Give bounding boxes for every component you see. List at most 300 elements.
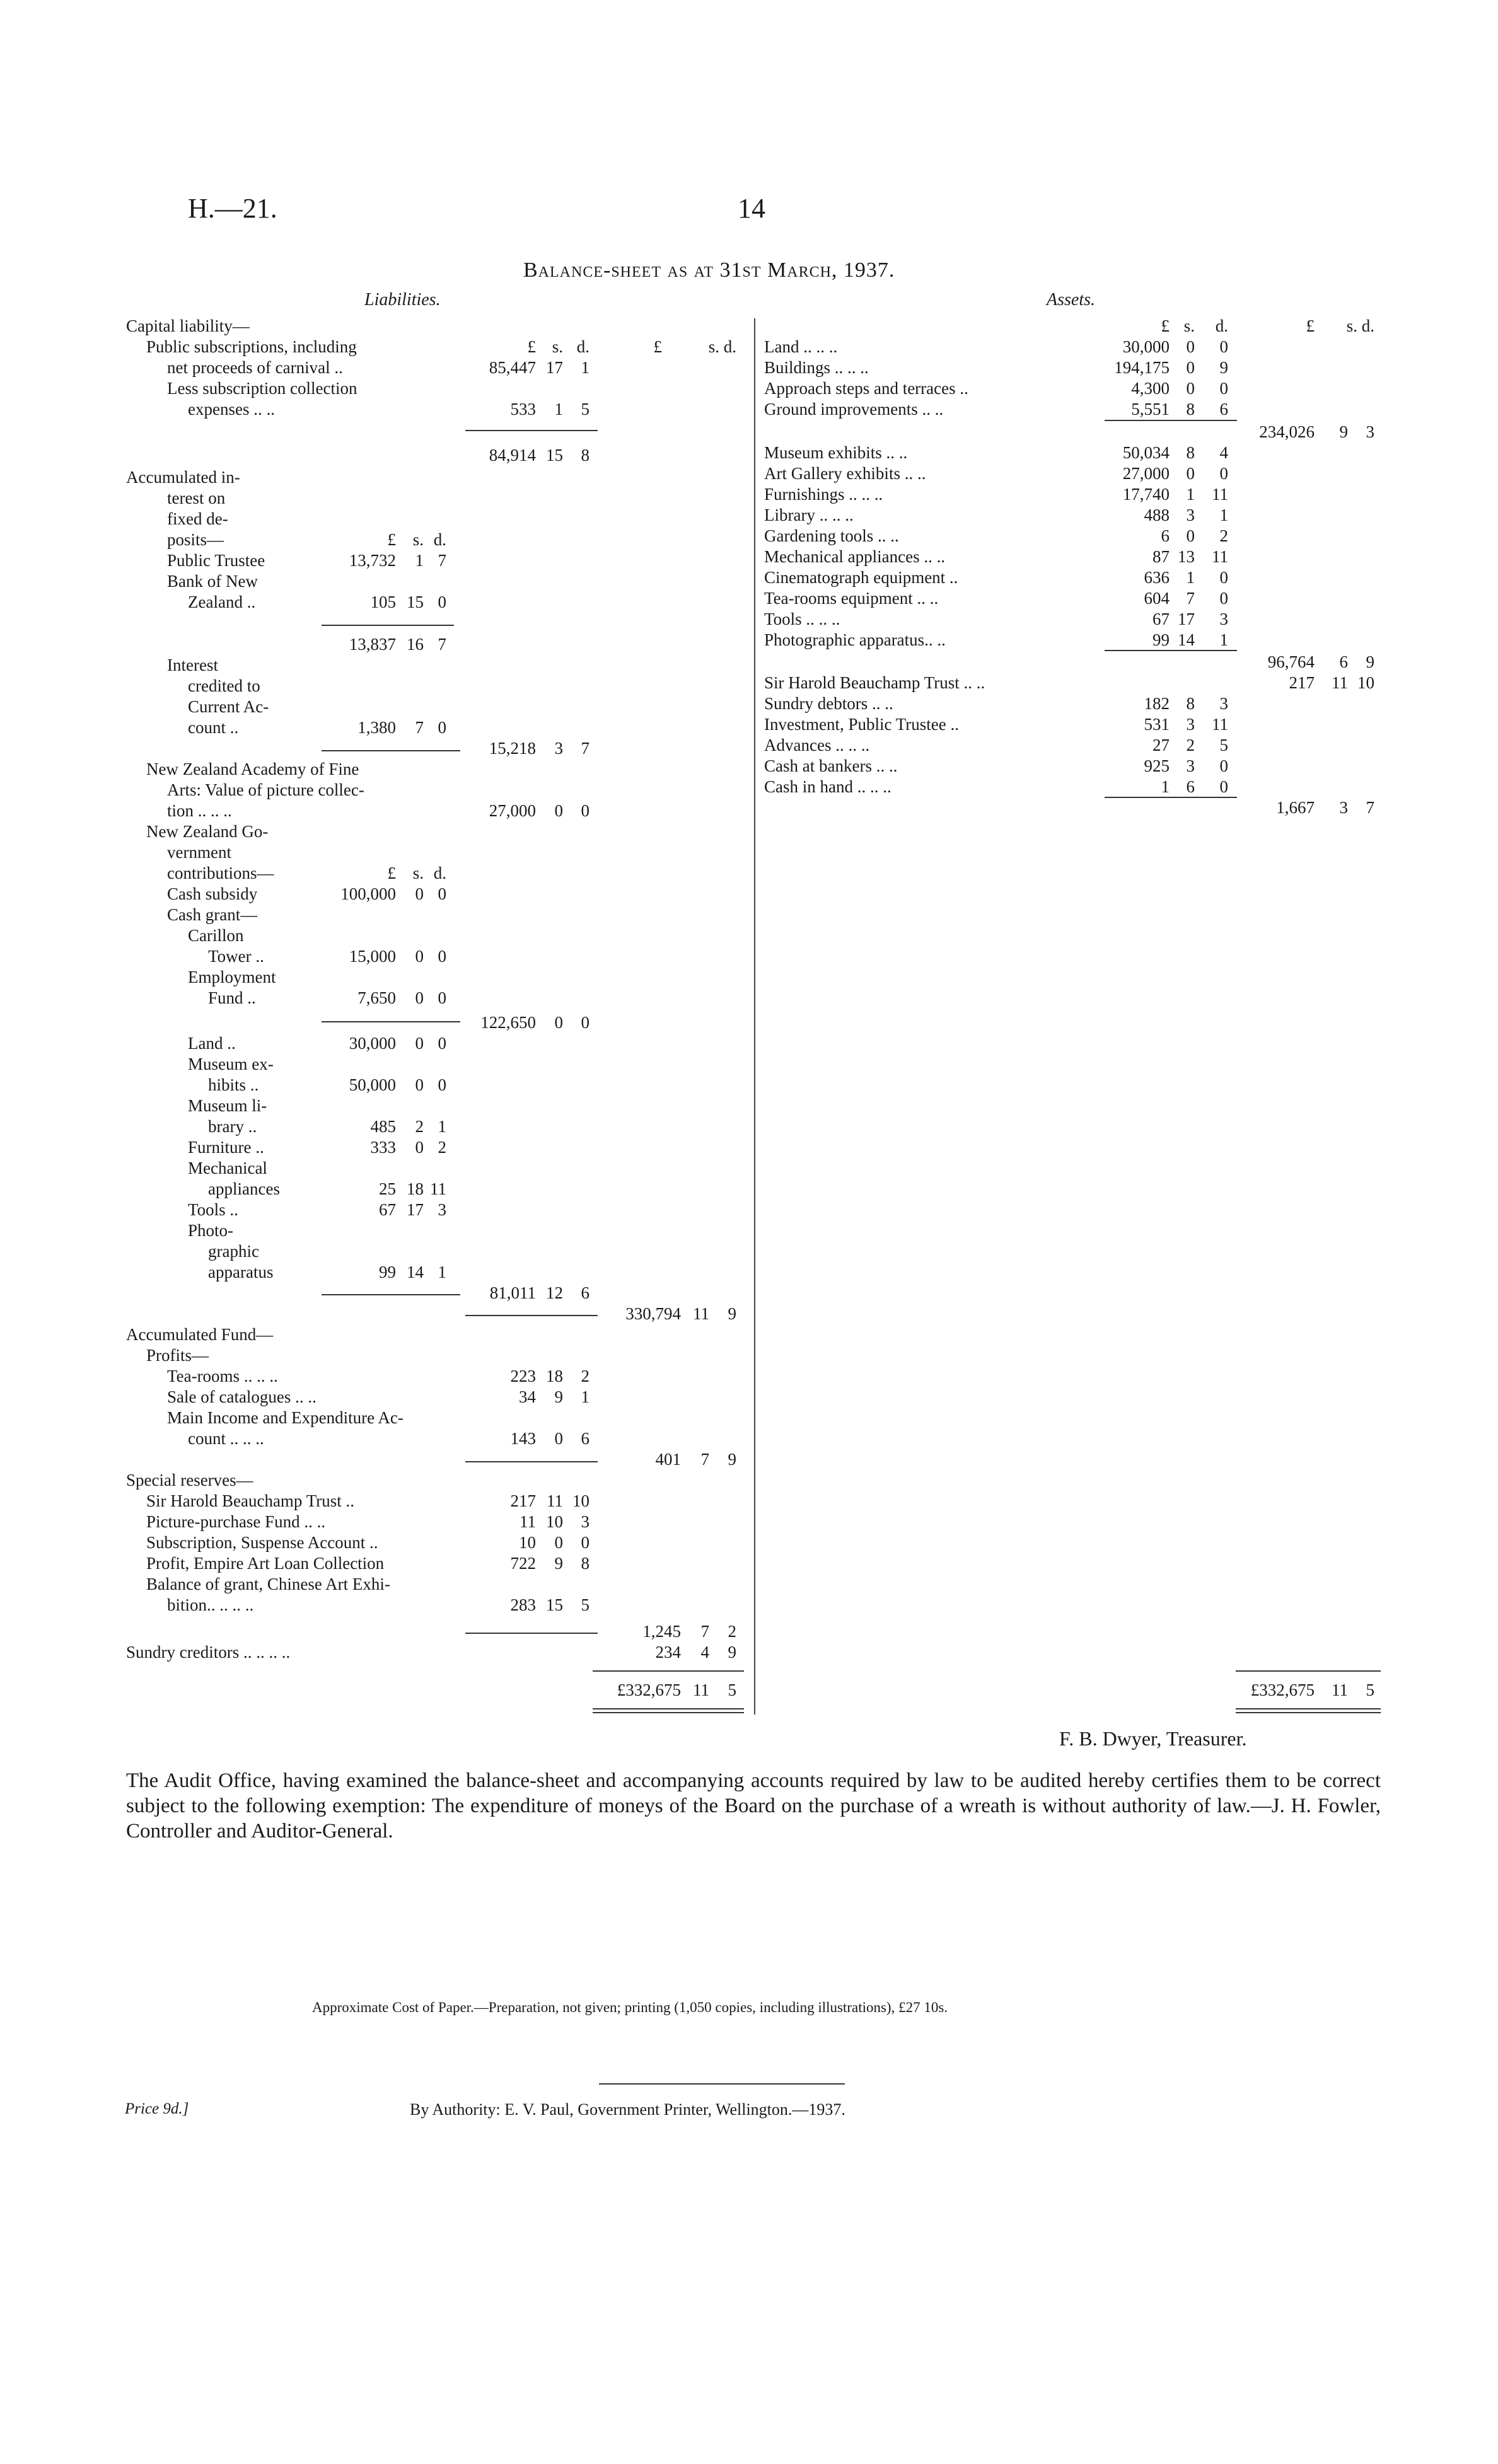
liability-row: [0, 1386, 750, 1408]
liab-total-rule: [593, 1712, 744, 1713]
liab-subtotal-rule: [465, 430, 598, 431]
liability-label: count .. .. ..: [188, 1429, 264, 1448]
liability-amount: 0: [438, 593, 446, 611]
liability-row: [0, 1449, 750, 1470]
liab-subtotal-rule: [322, 750, 460, 751]
liability-row: [0, 1220, 750, 1241]
liability-amount: 11: [693, 1680, 709, 1699]
liability-amount: 0: [438, 1034, 446, 1053]
asset-amount: 7: [1366, 798, 1374, 817]
asset-amount: 9: [1366, 652, 1374, 671]
liability-amount: 7: [700, 1622, 709, 1641]
asset-amount: 0: [1219, 379, 1228, 398]
asset-amount: 3: [1186, 756, 1195, 775]
liability-label: Furniture ..: [188, 1138, 264, 1157]
liability-label: Tea-rooms .. .. ..: [167, 1367, 278, 1385]
liability-amount: 1,380: [357, 718, 396, 737]
liability-label: appliances: [208, 1179, 280, 1198]
liability-amount: 50,000: [349, 1075, 396, 1094]
asset-row: [0, 463, 1387, 484]
asset-row: [0, 421, 1387, 442]
asset-row: [0, 672, 1387, 693]
liability-amount: 85,447: [489, 358, 536, 377]
liability-label: posits—: [167, 530, 224, 549]
asset-amount: 27,000: [1122, 464, 1170, 483]
liability-row: [0, 966, 750, 988]
liab-subtotal-rule: [322, 625, 454, 626]
liability-amount: 6: [581, 1429, 589, 1448]
asset-row: [0, 797, 1387, 818]
liability-label: tion .. .. ..: [167, 801, 232, 820]
liability-amount: 18: [546, 1367, 563, 1385]
asset-amount: 6: [1186, 777, 1195, 796]
liability-label: New Zealand Academy of Fine: [146, 760, 359, 778]
liability-amount: 722: [510, 1554, 536, 1573]
liability-amount: 0: [438, 884, 446, 903]
liability-amount: 1: [438, 1263, 446, 1281]
liability-amount: 122,650: [480, 1013, 536, 1032]
authority-line: By Authority: E. V. Paul, Government Printer, Wellington.—1937.: [410, 2100, 845, 2119]
asset-label: Museum exhibits .. ..: [764, 443, 908, 462]
liability-amount: 0: [415, 884, 424, 903]
liability-amount: 333: [370, 1138, 396, 1157]
asset-amount: 1: [1161, 777, 1170, 796]
liability-amount: 0: [415, 1075, 424, 1094]
liability-amount: 84,914: [489, 446, 536, 465]
liability-row: [0, 1241, 750, 1262]
liability-amount: £: [653, 337, 662, 356]
liability-label: Tower ..: [208, 947, 264, 966]
liability-amount: 15: [546, 1595, 563, 1614]
liability-amount: d.: [433, 530, 446, 549]
liability-amount: 13,837: [349, 635, 396, 654]
liability-amount: 11: [520, 1512, 536, 1531]
liability-amount: 2: [438, 1138, 446, 1157]
document-reference: H.—21.: [188, 193, 277, 224]
asset-amount: 0: [1186, 337, 1195, 356]
liability-amount: 15,218: [489, 739, 536, 758]
liability-label: Mechanical: [188, 1159, 267, 1177]
liability-amount: 105: [370, 593, 396, 611]
liability-row: [0, 1469, 750, 1491]
asset-label: Furnishings .. .. ..: [764, 485, 883, 504]
asset-amount: 0: [1219, 568, 1228, 587]
liability-amount: 99: [379, 1263, 396, 1281]
asset-amount: 9: [1339, 422, 1348, 441]
asset-label: Tea-rooms equipment .. ..: [764, 589, 939, 608]
liability-amount: 0: [554, 1013, 563, 1032]
liability-amount: 9: [554, 1554, 563, 1573]
asset-total-rule: [1236, 1712, 1381, 1713]
liability-label: contributions—: [167, 864, 274, 882]
asset-amount: £: [1306, 316, 1315, 335]
asset-amount: 604: [1144, 589, 1170, 608]
liability-amount: 7: [700, 1450, 709, 1469]
liability-row: [0, 1621, 750, 1642]
liability-amount: 7: [581, 739, 589, 758]
liability-amount: 0: [438, 988, 446, 1007]
liability-amount: 100,000: [340, 884, 396, 903]
liability-amount: 9: [554, 1387, 563, 1406]
liability-label: Sale of catalogues .. ..: [167, 1387, 316, 1406]
liability-amount: 3: [554, 739, 563, 758]
asset-amount: s.: [1183, 316, 1195, 335]
liability-amount: 1: [581, 358, 589, 377]
asset-amount: 11: [1212, 715, 1228, 734]
liability-label: terest on: [167, 489, 226, 507]
liability-amount: 1: [554, 400, 563, 419]
asset-amount: 8: [1186, 443, 1195, 462]
liability-amount: 3: [581, 1512, 589, 1531]
liability-row: [0, 1553, 750, 1574]
asset-label: Art Gallery exhibits .. ..: [764, 464, 926, 483]
asset-amount: 0: [1219, 777, 1228, 796]
liab-subtotal-rule: [322, 1294, 460, 1295]
liability-label: Balance of grant, Chinese Art Exhi-: [146, 1575, 390, 1594]
asset-label: Sir Harold Beauchamp Trust .. ..: [764, 673, 985, 692]
liability-label: Museum li-: [188, 1096, 267, 1115]
liability-label: expenses .. ..: [188, 400, 275, 419]
asset-amount: d.: [1215, 316, 1228, 335]
liability-label: Cash grant—: [167, 905, 258, 924]
assets-heading: Assets.: [1047, 290, 1095, 309]
asset-amount: 11: [1332, 673, 1348, 692]
liability-row: [0, 1157, 750, 1179]
asset-amount: 4,300: [1131, 379, 1170, 398]
liability-amount: s. d.: [708, 337, 736, 356]
liability-amount: 9: [728, 1450, 736, 1469]
liability-amount: 533: [510, 400, 536, 419]
liability-label: brary ..: [208, 1117, 257, 1136]
asset-amount: 3: [1186, 506, 1195, 524]
liability-amount: 217: [510, 1491, 536, 1510]
liability-label: fixed de-: [167, 509, 228, 528]
asset-amount: 0: [1219, 756, 1228, 775]
asset-amount: 99: [1153, 630, 1170, 649]
audit-certificate: The Audit Office, having examined the balance-sheet and accompanying accounts required by law to be audited hereby certifies them to be correct subject to the following exemption: The expenditure of moneys of the Board on the purchase of a wreath is without authority of law.—J. H. Fowler, Controller and Auditor-General.: [126, 1769, 1381, 1842]
asset-amount: 6: [1161, 526, 1170, 545]
liability-amount: 3: [438, 1200, 446, 1219]
asset-label: Investment, Public Trustee ..: [764, 715, 959, 734]
liability-label: Fund ..: [208, 988, 256, 1007]
asset-amount: 0: [1186, 358, 1195, 377]
asset-label: Approach steps and terraces ..: [764, 379, 968, 398]
asset-amount: 217: [1289, 673, 1315, 692]
liability-amount: 9: [728, 1304, 736, 1323]
asset-label: Tools .. .. ..: [764, 610, 840, 628]
asset-row: [0, 651, 1387, 673]
liability-amount: 17: [407, 1200, 424, 1219]
liability-label: Sundry creditors .. .. .. ..: [126, 1643, 291, 1662]
asset-amount: 531: [1144, 715, 1170, 734]
liability-amount: 7,650: [357, 988, 396, 1007]
asset-amount: 1: [1186, 568, 1195, 587]
liability-amount: 6: [581, 1283, 589, 1302]
asset-row: [0, 1679, 1387, 1701]
liability-row: [0, 1641, 750, 1663]
liability-amount: 1: [438, 1117, 446, 1136]
asset-amount: 1: [1186, 485, 1195, 504]
liability-row: [0, 1178, 750, 1200]
liability-amount: 25: [379, 1179, 396, 1198]
liability-amount: 15,000: [349, 947, 396, 966]
asset-label: Buildings .. .. ..: [764, 358, 869, 377]
liability-row: [0, 1199, 750, 1220]
liability-amount: 401: [655, 1450, 681, 1469]
asset-amount: 925: [1144, 756, 1170, 775]
liability-label: Sir Harold Beauchamp Trust ..: [146, 1491, 354, 1510]
asset-label: Cash at bankers .. ..: [764, 756, 898, 775]
asset-total-rule: [1236, 1670, 1381, 1672]
asset-amount: 50,034: [1122, 443, 1170, 462]
liability-row: [0, 1365, 750, 1387]
liability-amount: 11: [430, 1179, 446, 1198]
liability-amount: £: [387, 864, 396, 882]
asset-amount: 6: [1219, 400, 1228, 419]
asset-total-rule: [1236, 1708, 1381, 1709]
liability-amount: 0: [554, 1533, 563, 1552]
liability-row: [0, 1324, 750, 1345]
liability-row: [0, 821, 750, 842]
liability-amount: 0: [581, 1533, 589, 1552]
liability-amount: 10: [572, 1491, 589, 1510]
asset-row: [0, 629, 1387, 651]
liability-row: [0, 1303, 750, 1324]
asset-row: [0, 567, 1387, 588]
liability-row: [0, 1261, 750, 1283]
liab-total-rule: [593, 1670, 744, 1672]
liability-row: [0, 1428, 750, 1449]
liability-amount: 15: [407, 593, 424, 611]
asset-amount: 2: [1186, 736, 1195, 755]
liability-row: [0, 1511, 750, 1532]
asset-row: [0, 483, 1387, 505]
asset-amount: 3: [1219, 694, 1228, 713]
asset-subtotal-rule: [1105, 420, 1237, 421]
asset-row: [0, 357, 1387, 378]
asset-label: Sundry debtors .. ..: [764, 694, 893, 713]
asset-amount: 0: [1186, 464, 1195, 483]
asset-amount: 3: [1186, 715, 1195, 734]
liability-amount: 18: [407, 1179, 424, 1198]
liability-row: [0, 1345, 750, 1366]
liability-amount: 1,245: [642, 1622, 681, 1641]
liability-amount: 17: [546, 358, 563, 377]
asset-amount: 0: [1219, 589, 1228, 608]
liability-label: Less subscription collection: [167, 379, 357, 398]
asset-amount: 0: [1219, 464, 1228, 483]
liability-amount: 7: [438, 551, 446, 570]
liability-amount: 0: [438, 947, 446, 966]
asset-amount: £: [1161, 316, 1170, 335]
liability-label: Land ..: [188, 1034, 236, 1053]
asset-amount: 234,026: [1259, 422, 1315, 441]
liability-amount: 0: [438, 718, 446, 737]
asset-amount: 488: [1144, 506, 1170, 524]
liability-label: Profits—: [146, 1346, 209, 1365]
liability-label: Picture-purchase Fund .. ..: [146, 1512, 326, 1531]
liability-label: count ..: [188, 718, 239, 737]
liability-row: [0, 1594, 750, 1616]
cost-of-paper: Approximate Cost of Paper.—Preparation, not given; printing (1,050 copies, including illustrations), £27 10s.: [312, 1999, 948, 2015]
liability-row: [0, 1573, 750, 1595]
asset-row: [0, 714, 1387, 735]
asset-amount: 3: [1339, 798, 1348, 817]
asset-amount: 1,667: [1276, 798, 1315, 817]
liability-label: Photo-: [188, 1221, 234, 1240]
liability-amount: 15: [546, 446, 563, 465]
liability-amount: £: [387, 530, 396, 549]
asset-row: [0, 504, 1387, 526]
liability-amount: 0: [415, 947, 424, 966]
asset-label: Advances .. .. ..: [764, 736, 870, 755]
liability-label: New Zealand Go-: [146, 822, 269, 841]
liability-amount: 30,000: [349, 1034, 396, 1053]
liability-row: [0, 1407, 750, 1428]
liability-amount: 8: [581, 446, 589, 465]
liability-amount: 7: [438, 635, 446, 654]
liability-label: Subscription, Suspense Account ..: [146, 1533, 378, 1552]
liability-label: Capital liability—: [126, 316, 250, 335]
liability-amount: 0: [581, 801, 589, 820]
asset-amount: 0: [1186, 379, 1195, 398]
liability-row: [0, 1116, 750, 1137]
asset-label: Land .. .. ..: [764, 337, 838, 356]
liability-label: Public subscriptions, including: [146, 337, 357, 356]
asset-subtotal-rule: [1105, 650, 1237, 651]
liability-amount: £332,675: [617, 1680, 681, 1699]
asset-amount: 5,551: [1131, 400, 1170, 419]
liability-amount: £: [527, 337, 536, 356]
liability-amount: 2: [415, 1117, 424, 1136]
liability-label: credited to: [188, 676, 260, 695]
balance-sheet-title: Balance-sheet as at 31st March, 1937.: [523, 258, 895, 282]
asset-amount: 8: [1186, 400, 1195, 419]
liab-subtotal-rule: [465, 1315, 598, 1316]
asset-row: [0, 442, 1387, 463]
asset-amount: 8: [1186, 694, 1195, 713]
liability-amount: 5: [581, 1595, 589, 1614]
asset-amount: 14: [1178, 630, 1195, 649]
asset-row: [0, 525, 1387, 547]
liability-amount: 10: [519, 1533, 536, 1552]
liability-amount: 0: [581, 1013, 589, 1032]
liability-label: Special reserves—: [126, 1471, 253, 1489]
liability-label: bition.. .. .. ..: [167, 1595, 254, 1614]
asset-row: [0, 378, 1387, 399]
liability-amount: 7: [415, 718, 424, 737]
liability-label: Current Ac-: [188, 697, 269, 716]
liability-label: hibits ..: [208, 1075, 259, 1094]
liability-amount: 13,732: [349, 551, 396, 570]
asset-amount: s. d.: [1346, 316, 1374, 335]
liability-label: apparatus: [208, 1263, 274, 1281]
asset-amount: 11: [1212, 485, 1228, 504]
liability-row: [0, 1490, 750, 1512]
liability-amount: 234: [655, 1643, 681, 1662]
liability-label: Bank of New: [167, 572, 258, 591]
treasurer-signature: F. B. Dwyer, Treasurer.: [1059, 1727, 1247, 1750]
liability-label: graphic: [208, 1242, 259, 1261]
asset-row: [0, 398, 1387, 420]
liability-row: [0, 987, 750, 1009]
liability-amount: 0: [554, 801, 563, 820]
liability-row: [0, 1074, 750, 1096]
asset-amount: 6: [1339, 652, 1348, 671]
liability-amount: s.: [552, 337, 563, 356]
asset-label: Photographic apparatus.. ..: [764, 630, 946, 649]
liability-amount: 27,000: [489, 801, 536, 820]
asset-amount: 5: [1366, 1680, 1374, 1699]
asset-amount: 10: [1357, 673, 1374, 692]
asset-row: [0, 776, 1387, 797]
liability-row: [0, 1032, 750, 1054]
liability-amount: 12: [546, 1283, 563, 1302]
liability-amount: 223: [510, 1367, 536, 1385]
asset-amount: 182: [1144, 694, 1170, 713]
liab-subtotal-rule: [465, 1633, 598, 1634]
liability-label: net proceeds of carnival ..: [167, 358, 343, 377]
liabilities-heading: Liabilities.: [364, 290, 441, 309]
liability-amount: s.: [412, 530, 424, 549]
asset-amount: 30,000: [1122, 337, 1170, 356]
liability-amount: 0: [554, 1429, 563, 1448]
liability-row: [0, 946, 750, 967]
asset-row: [0, 755, 1387, 777]
asset-amount: 4: [1219, 443, 1228, 462]
liability-amount: s.: [412, 864, 424, 882]
asset-label: Ground improvements .. ..: [764, 400, 944, 419]
liability-amount: 8: [581, 1554, 589, 1573]
liability-amount: 1: [415, 551, 424, 570]
liability-amount: 14: [407, 1263, 424, 1281]
asset-amount: 7: [1186, 589, 1195, 608]
liability-amount: 283: [510, 1595, 536, 1614]
liability-amount: 0: [438, 1075, 446, 1094]
liability-row: [0, 1282, 750, 1304]
liability-label: Accumulated Fund—: [126, 1325, 274, 1344]
liability-label: Public Trustee: [167, 551, 265, 570]
authority-rule: [599, 2083, 845, 2085]
liability-amount: 143: [510, 1429, 536, 1448]
liability-label: Main Income and Expenditure Ac-: [167, 1408, 404, 1427]
liability-amount: d.: [433, 864, 446, 882]
liability-amount: 2: [728, 1622, 736, 1641]
asset-label: Cinematograph equipment ..: [764, 568, 958, 587]
liability-amount: 0: [415, 988, 424, 1007]
asset-amount: 96,764: [1267, 652, 1315, 671]
liab-subtotal-rule: [465, 1461, 598, 1462]
liability-amount: 11: [547, 1491, 563, 1510]
asset-row: [0, 546, 1387, 567]
liability-label: Cash subsidy: [167, 884, 258, 903]
liability-amount: 5: [728, 1680, 736, 1699]
asset-amount: 2: [1219, 526, 1228, 545]
asset-amount: 0: [1219, 337, 1228, 356]
liability-amount: d.: [576, 337, 589, 356]
liability-row: [0, 1095, 750, 1116]
asset-amount: 0: [1186, 526, 1195, 545]
liability-row: [0, 904, 750, 925]
liability-row: [0, 842, 750, 863]
liability-amount: 4: [700, 1643, 709, 1662]
liability-amount: 5: [581, 400, 589, 419]
liability-label: Accumulated in-: [126, 468, 240, 487]
liab-total-rule: [593, 1708, 744, 1709]
liability-amount: 9: [728, 1643, 736, 1662]
liability-label: Interest: [167, 656, 218, 674]
liability-amount: 1: [581, 1387, 589, 1406]
